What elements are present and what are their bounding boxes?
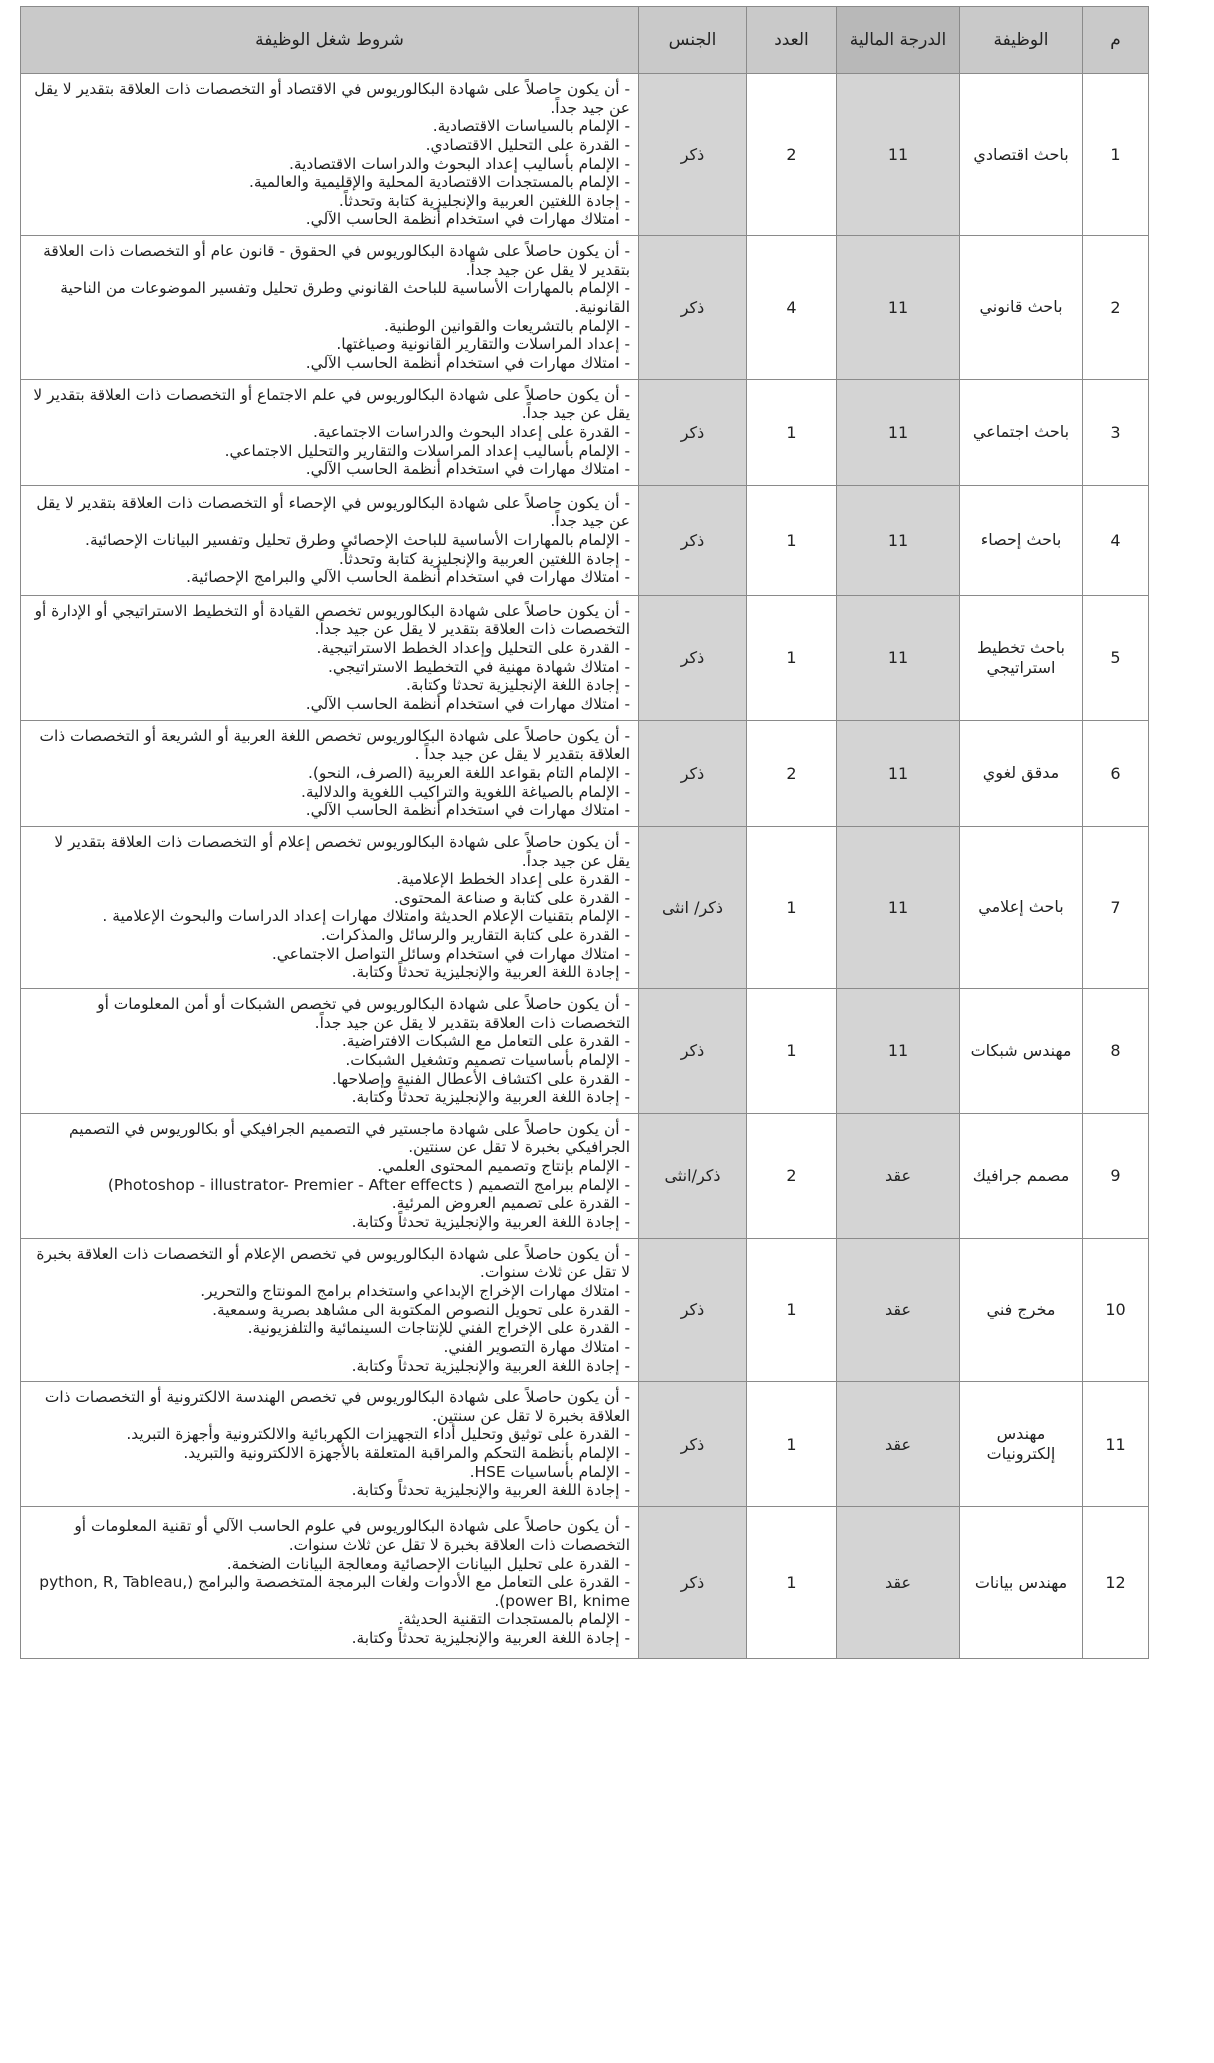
requirement-item: - الإلمام بالمستجدات التقنية الحديثة. bbox=[27, 1610, 630, 1629]
requirements-cell bbox=[21, 379, 639, 485]
header-num: م bbox=[1083, 7, 1149, 74]
requirements-cell bbox=[21, 826, 639, 988]
requirement-item: - أن يكون حاصلاً على شهادة البكالوريوس في علم الاجتماع أو التخصصات ذات العلاقة بتقدير لا يقل عن جيد جداً. bbox=[27, 386, 630, 423]
financial-grade: 11 bbox=[837, 826, 960, 988]
requirement-item: - امتلاك مهارات في استخدام أنظمة الحاسب الآلي. bbox=[27, 210, 630, 229]
job-title: باحث اجتماعي bbox=[960, 379, 1083, 485]
requirement-item: - أن يكون حاصلاً على شهادة البكالوريوس تخصص اللغة العربية أو الشريعة أو التخصصات ذات العلاقة بتقدير لا يقل عن جيد جداً . bbox=[27, 727, 630, 764]
gender: ذكر bbox=[639, 595, 747, 720]
vacancy-count: 1 bbox=[747, 1382, 837, 1507]
requirement-item: - الإلمام ببرامج التصميم ( Photoshop - illustrator- Premier - After effects) bbox=[27, 1176, 630, 1195]
financial-grade: عقد bbox=[837, 1113, 960, 1238]
table-row bbox=[21, 988, 1149, 1113]
vacancy-count: 2 bbox=[747, 1113, 837, 1238]
requirement-item: - أن يكون حاصلاً على شهادة البكالوريوس في تخصص الإعلام أو التخصصات ذات العلاقة بخبرة لا تقل عن ثلاث سنوات. bbox=[27, 1245, 630, 1282]
financial-grade: 11 bbox=[837, 379, 960, 485]
gender: ذكر bbox=[639, 720, 747, 826]
vacancy-count: 4 bbox=[747, 236, 837, 379]
requirement-item: - القدرة على كتابة و صناعة المحتوى. bbox=[27, 889, 630, 908]
row-number: 10 bbox=[1083, 1238, 1149, 1381]
job-requirements-table-container bbox=[20, 6, 1148, 1659]
job-title: مهندس بيانات bbox=[960, 1507, 1083, 1659]
requirement-item: - الإلمام بالمهارات الأساسية للباحث الإحصائي وطرق تحليل وتفسير البيانات الإحصائية. bbox=[27, 531, 630, 550]
gender: ذكر/انثى bbox=[639, 1113, 747, 1238]
requirement-item: - القدرة على التعامل مع الشبكات الافتراضية. bbox=[27, 1032, 630, 1051]
table-row bbox=[21, 1382, 1149, 1507]
requirement-item: - امتلاك مهارات في استخدام أنظمة الحاسب الآلي. bbox=[27, 460, 630, 479]
gender: ذكر bbox=[639, 1382, 747, 1507]
row-number: 7 bbox=[1083, 826, 1149, 988]
requirement-item: - امتلاك شهادة مهنية في التخطيط الاستراتيجي. bbox=[27, 658, 630, 677]
requirement-item: - امتلاك مهارات الإخراج الإبداعي واستخدام برامج المونتاج والتحرير. bbox=[27, 1282, 630, 1301]
gender: ذكر bbox=[639, 1507, 747, 1659]
gender: ذكر bbox=[639, 485, 747, 595]
financial-grade: 11 bbox=[837, 485, 960, 595]
requirement-item: - أن يكون حاصلاً على شهادة البكالوريوس تخصص إعلام أو التخصصات ذات العلاقة بتقدير لا يقل عن جيد جداً. bbox=[27, 833, 630, 870]
row-number: 9 bbox=[1083, 1113, 1149, 1238]
requirement-item: - الإلمام بالسياسات الاقتصادية. bbox=[27, 117, 630, 136]
header-row bbox=[21, 7, 1149, 74]
requirement-item: - أن يكون حاصلاً على شهادة البكالوريوس في الإحصاء أو التخصصات ذات العلاقة بتقدير لا يقل عن جيد جداً. bbox=[27, 494, 630, 531]
vacancy-count: 2 bbox=[747, 74, 837, 236]
requirement-item: - القدرة على التحليل الاقتصادي. bbox=[27, 136, 630, 155]
requirements-cell bbox=[21, 74, 639, 236]
job-title: مهندس شبكات bbox=[960, 988, 1083, 1113]
requirement-item: - امتلاك مهارات في استخدام أنظمة الحاسب الآلي. bbox=[27, 801, 630, 820]
requirement-item: - القدرة على تصميم العروض المرئية. bbox=[27, 1194, 630, 1213]
table-body bbox=[21, 74, 1149, 1659]
job-title: مخرج فني bbox=[960, 1238, 1083, 1381]
job-title: مهندس إلكترونيات bbox=[960, 1382, 1083, 1507]
financial-grade: 11 bbox=[837, 988, 960, 1113]
row-number: 5 bbox=[1083, 595, 1149, 720]
requirement-item: - أن يكون حاصلاً على شهادة البكالوريوس في علوم الحاسب الآلي أو تقنية المعلومات أو التخصصات ذات العلاقة بخبرة لا تقل عن ثلاث سنوات. bbox=[27, 1517, 630, 1554]
vacancy-count: 1 bbox=[747, 1507, 837, 1659]
row-number: 4 bbox=[1083, 485, 1149, 595]
requirement-item: - امتلاك مهارة التصوير الفني. bbox=[27, 1338, 630, 1357]
vacancy-count: 1 bbox=[747, 379, 837, 485]
requirement-item: - الإلمام بأساليب إعداد المراسلات والتقارير والتحليل الاجتماعي. bbox=[27, 442, 630, 461]
header-grade: الدرجة المالية bbox=[837, 7, 960, 74]
requirement-item: - القدرة على كتابة التقارير والرسائل والمذكرات. bbox=[27, 926, 630, 945]
requirement-item: - القدرة على تحليل البيانات الإحصائية ومعالجة البيانات الضخمة. bbox=[27, 1555, 630, 1574]
gender: ذكر bbox=[639, 74, 747, 236]
requirement-item: - إجادة اللغتين العربية والإنجليزية كتابة وتحدثاً. bbox=[27, 192, 630, 211]
job-title: باحث تخطيط استراتيجي bbox=[960, 595, 1083, 720]
job-title: باحث إحصاء bbox=[960, 485, 1083, 595]
requirement-item: - أن يكون حاصلاً على شهادة ماجستير في التصميم الجرافيكي أو بكالوريوس في التصميم الجرافيكي بخبرة لا تقل عن سنتين. bbox=[27, 1120, 630, 1157]
requirement-item: - امتلاك مهارات في استخدام وسائل التواصل الاجتماعي. bbox=[27, 945, 630, 964]
gender: ذكر bbox=[639, 379, 747, 485]
requirement-item: - إجادة اللغة العربية والإنجليزية تحدثاً وكتابة. bbox=[27, 1357, 630, 1376]
gender: ذكر/ انثى bbox=[639, 826, 747, 988]
gender: ذكر bbox=[639, 1238, 747, 1381]
table-row bbox=[21, 826, 1149, 988]
requirement-item: - القدرة على إعداد الخطط الإعلامية. bbox=[27, 870, 630, 889]
requirement-item: - القدرة على التحليل وإعداد الخطط الاستراتيجية. bbox=[27, 639, 630, 658]
requirement-item: - امتلاك مهارات في استخدام أنظمة الحاسب الآلي. bbox=[27, 695, 630, 714]
requirement-item: - القدرة على الإخراج الفني للإنتاجات السينمائية والتلفزيونية. bbox=[27, 1319, 630, 1338]
financial-grade: 11 bbox=[837, 236, 960, 379]
table-row bbox=[21, 236, 1149, 379]
requirement-item: - الإلمام بأساليب إعداد البحوث والدراسات الاقتصادية. bbox=[27, 155, 630, 174]
table-row bbox=[21, 720, 1149, 826]
header-requirements: شروط شغل الوظيفة bbox=[21, 7, 639, 74]
requirements-cell bbox=[21, 236, 639, 379]
requirement-item: - الإلمام بالمهارات الأساسية للباحث القانوني وطرق تحليل وتفسير الموضوعات من الناحية القانونية. bbox=[27, 279, 630, 316]
table-row bbox=[21, 1507, 1149, 1659]
requirements-cell bbox=[21, 1238, 639, 1381]
financial-grade: عقد bbox=[837, 1507, 960, 1659]
financial-grade: عقد bbox=[837, 1382, 960, 1507]
requirements-cell bbox=[21, 1507, 639, 1659]
gender: ذكر bbox=[639, 988, 747, 1113]
requirement-item: - الإلمام بتقنيات الإعلام الحديثة وامتلاك مهارات إعداد الدراسات والبحوث الإعلامية . bbox=[27, 907, 630, 926]
row-number: 8 bbox=[1083, 988, 1149, 1113]
row-number: 12 bbox=[1083, 1507, 1149, 1659]
requirement-item: - الإلمام بالمستجدات الاقتصادية المحلية والإقليمية والعالمية. bbox=[27, 173, 630, 192]
table-row bbox=[21, 595, 1149, 720]
requirement-item: - أن يكون حاصلاً على شهادة البكالوريوس في الحقوق - قانون عام أو التخصصات ذات العلاقة بتقدير لا يقل عن جيد جداً. bbox=[27, 242, 630, 279]
row-number: 6 bbox=[1083, 720, 1149, 826]
vacancy-count: 1 bbox=[747, 826, 837, 988]
job-title: مصمم جرافيك bbox=[960, 1113, 1083, 1238]
job-title: باحث اقتصادي bbox=[960, 74, 1083, 236]
requirement-item: - أن يكون حاصلاً على شهادة البكالوريوس في تخصص الشبكات أو أمن المعلومات أو التخصصات ذات العلاقة بتقدير لا يقل عن جيد جداً. bbox=[27, 995, 630, 1032]
financial-grade: 11 bbox=[837, 74, 960, 236]
financial-grade: عقد bbox=[837, 1238, 960, 1381]
requirement-item: - إجادة اللغة العربية والإنجليزية تحدثاً وكتابة. bbox=[27, 963, 630, 982]
requirement-item: - إجادة اللغة العربية والإنجليزية تحدثاً وكتابة. bbox=[27, 1213, 630, 1232]
table-row bbox=[21, 1113, 1149, 1238]
requirement-item: - إجادة اللغة العربية والإنجليزية تحدثاً وكتابة. bbox=[27, 1481, 630, 1500]
requirement-item: - أن يكون حاصلاً على شهادة البكالوريوس في تخصص الهندسة الالكترونية أو التخصصات ذات العلاقة بخبرة لا تقل عن سنتين. bbox=[27, 1388, 630, 1425]
requirement-item: - إعداد المراسلات والتقارير القانونية وصياغتها. bbox=[27, 335, 630, 354]
header-gender: الجنس bbox=[639, 7, 747, 74]
requirement-item: - الإلمام التام بقواعد اللغة العربية (الصرف، النحو). bbox=[27, 764, 630, 783]
job-title: مدقق لغوي bbox=[960, 720, 1083, 826]
row-number: 2 bbox=[1083, 236, 1149, 379]
requirement-item: - إجادة اللغتين العربية والإنجليزية كتابة وتحدثاً. bbox=[27, 550, 630, 569]
requirement-item: - امتلاك مهارات في استخدام أنظمة الحاسب الآلي والبرامج الإحصائية. bbox=[27, 568, 630, 587]
vacancy-count: 1 bbox=[747, 1238, 837, 1381]
header-count: العدد bbox=[747, 7, 837, 74]
table-row bbox=[21, 74, 1149, 236]
vacancy-count: 1 bbox=[747, 485, 837, 595]
requirement-item: - أن يكون حاصلاً على شهادة البكالوريوس تخصص القيادة أو التخطيط الاستراتيجي أو الإدارة أو التخصصات ذات العلاقة بتقدير لا يقل عن جيد جداً. bbox=[27, 602, 630, 639]
row-number: 1 bbox=[1083, 74, 1149, 236]
requirement-item: - الإلمام بأساسيات تصميم وتشغيل الشبكات. bbox=[27, 1051, 630, 1070]
requirement-item: - القدرة على توثيق وتحليل أداء التجهيزات الكهربائية والالكترونية وأجهزة التبريد. bbox=[27, 1425, 630, 1444]
financial-grade: 11 bbox=[837, 720, 960, 826]
row-number: 3 bbox=[1083, 379, 1149, 485]
financial-grade: 11 bbox=[837, 595, 960, 720]
requirement-item: - الإلمام بالتشريعات والقوانين الوطنية. bbox=[27, 317, 630, 336]
table-row bbox=[21, 1238, 1149, 1381]
table-row bbox=[21, 379, 1149, 485]
requirement-item: - الإلمام بأساسيات HSE. bbox=[27, 1463, 630, 1482]
requirement-item: - إجادة اللغة الإنجليزية تحدثا وكتابة. bbox=[27, 676, 630, 695]
requirement-item: - إجادة اللغة العربية والإنجليزية تحدثاً وكتابة. bbox=[27, 1088, 630, 1107]
requirement-item: - القدرة على إعداد البحوث والدراسات الاجتماعية. bbox=[27, 423, 630, 442]
job-requirements-table bbox=[20, 6, 1149, 1659]
vacancy-count: 1 bbox=[747, 988, 837, 1113]
requirement-item: - الإلمام بأنظمة التحكم والمراقبة المتعلقة بالأجهزة الالكترونية والتبريد. bbox=[27, 1444, 630, 1463]
table-row bbox=[21, 485, 1149, 595]
requirement-item: - أن يكون حاصلاً على شهادة البكالوريوس في الاقتصاد أو التخصصات ذات العلاقة بتقدير لا يقل عن جيد جداً. bbox=[27, 80, 630, 117]
requirement-item: - إجادة اللغة العربية والإنجليزية تحدثاً وكتابة. bbox=[27, 1629, 630, 1648]
row-number: 11 bbox=[1083, 1382, 1149, 1507]
requirement-item: - القدرة على تحويل النصوص المكتوبة الى مشاهد بصرية وسمعية. bbox=[27, 1301, 630, 1320]
vacancy-count: 1 bbox=[747, 595, 837, 720]
requirements-cell bbox=[21, 988, 639, 1113]
header-job: الوظيفة bbox=[960, 7, 1083, 74]
requirement-item: - امتلاك مهارات في استخدام أنظمة الحاسب الآلي. bbox=[27, 354, 630, 373]
requirements-cell bbox=[21, 720, 639, 826]
requirements-cell bbox=[21, 595, 639, 720]
job-title: باحث إعلامي bbox=[960, 826, 1083, 988]
requirement-item: - القدرة على اكتشاف الأعطال الفنية وإصلاحها. bbox=[27, 1070, 630, 1089]
requirements-cell bbox=[21, 1113, 639, 1238]
vacancy-count: 2 bbox=[747, 720, 837, 826]
job-title: باحث قانوني bbox=[960, 236, 1083, 379]
requirement-item: - الإلمام بإنتاج وتصميم المحتوى العلمي. bbox=[27, 1157, 630, 1176]
requirements-cell bbox=[21, 485, 639, 595]
requirements-cell bbox=[21, 1382, 639, 1507]
requirement-item: - الإلمام بالصياغة اللغوية والتراكيب اللغوية والدلالية. bbox=[27, 783, 630, 802]
requirement-item: - القدرة على التعامل مع الأدوات ولغات البرمجة المتخصصة والبرامج (python, R, Tableau, power BI, knime). bbox=[27, 1573, 630, 1610]
gender: ذكر bbox=[639, 236, 747, 379]
table-header bbox=[21, 7, 1149, 74]
